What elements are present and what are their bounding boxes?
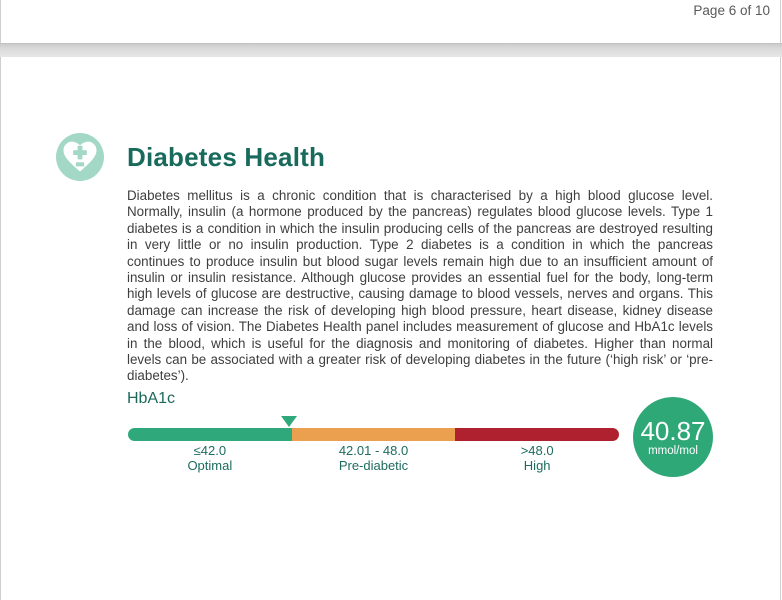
gauge-labels — [128, 443, 619, 473]
range-name: Pre-diabetic — [338, 458, 409, 473]
range-name: High — [523, 458, 551, 473]
gauge-segment-optimal — [128, 428, 292, 441]
hba1c-gauge — [127, 390, 713, 485]
page-break-separator — [0, 43, 782, 57]
page-indicator: Page 6 of 10 — [693, 3, 770, 18]
heart-plus-minus-icon — [56, 133, 104, 181]
gauge-title: HbA1c — [127, 390, 176, 407]
gauge-segment-prediabetic — [292, 428, 456, 441]
range-value: 42.01 - 48.0 — [338, 443, 409, 458]
range-value: >48.0 — [520, 443, 554, 458]
result-unit: mmol/mol — [648, 444, 698, 457]
gauge-marker-icon — [281, 416, 297, 427]
section-description: Diabetes mellitus is a chronic condition that is characterised by a high blood glucose level. Normally, insulin (a hormone produced by the pancreas) regulates blood glucose levels. Type 1 diabetes is a condition in which the insulin producing cells of the pancreas are destroyed resulting in very little or no insulin production. Type 2 diabetes is a condition in which the pancreas continues to produce insulin but blood sugar levels remain high due to an insufficient amount of insulin or insulin resistance. Although glucose provides an essential fuel for the body, long-term high levels of glucose are destructive, causing damage to blood vessels, nerves and organs. This damage can increase the risk of developing high blood pressure, heart disease, kidney disease and loss of vision. The Diabetes Health panel includes measurement of glucose and HbA1c levels in the blood, which is useful for the diagnosis and monitoring of diabetes. Higher than normal levels can be associated with a greater risk of developing diabetes in the future (‘high risk’ or ‘pre-diabetes’). — [127, 188, 713, 384]
range-name: Optimal — [187, 458, 233, 473]
result-value: 40.87 — [640, 415, 706, 446]
gauge-label-prediabetic — [292, 443, 456, 473]
page-left-border — [0, 0, 1, 600]
gauge-bar — [128, 428, 619, 441]
range-value: ≤42.0 — [193, 443, 227, 458]
page-right-border — [780, 0, 781, 600]
gauge-segment-high — [455, 428, 619, 441]
gauge-label-optimal — [128, 443, 292, 473]
gauge-label-high — [455, 443, 619, 473]
gauge-bar-area — [128, 428, 619, 473]
section-title: Diabetes Health — [127, 142, 326, 172]
result-value-badge — [633, 397, 713, 477]
